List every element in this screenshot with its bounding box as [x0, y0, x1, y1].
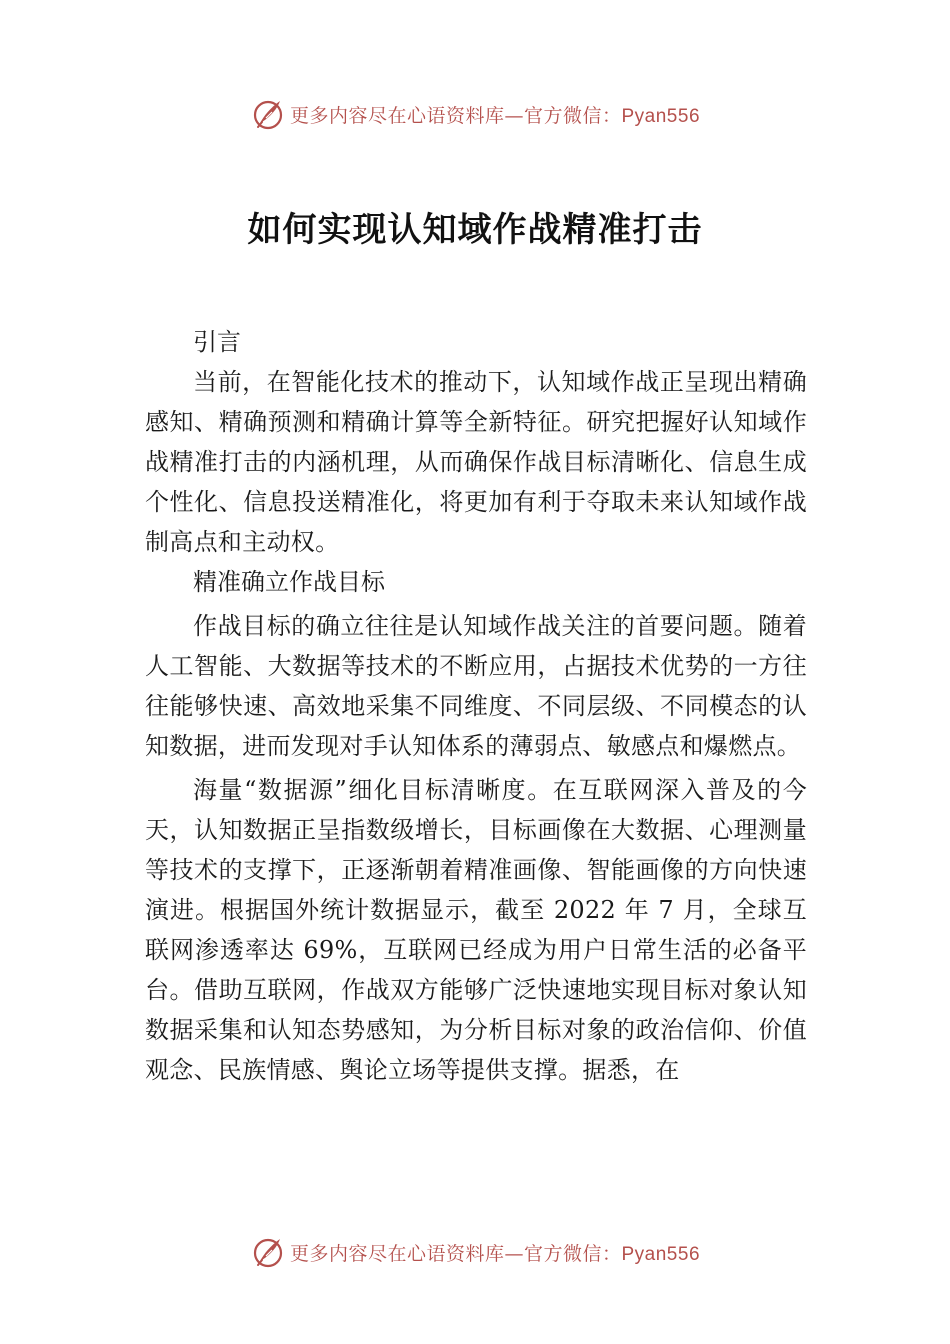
banner-label: 更多内容尽在心语资料库—官方微信：: [289, 1242, 622, 1265]
feather-pen-logo-icon: [250, 96, 286, 132]
document-title: 如何实现认知域作战精准打击: [247, 210, 703, 250]
paragraph-data-source: 海量“数据源”细化目标清晰度。在互联网深入普及的今天，认知数据正呈指数级增长，目标画像在大数据、心理测量等技术的支撑下，正逐渐朝着精准画像、智能画像的方向快速演进。根据国外统计数据显示，截至 2022 年 7 月，全球互联网渗透率达 69%，互联网已经成为用户日常生活的必备平台。借助互联网，作战双方能够广泛快速地实现目标对象认知数据采集和认知态势感知，为分析目标对象的政治信仰、价值观念、民族情感、舆论立场等提供支撑。据悉，在: [145, 776, 807, 1084]
header-banner: [0, 94, 950, 134]
feather-pen-logo-icon: [250, 1234, 286, 1270]
banner-handle: Pyan556: [621, 105, 701, 127]
banner-text: [290, 1239, 700, 1266]
document-body: [145, 322, 807, 1090]
paragraph-targets: 作战目标的确立往往是认知域作战关注的首要问题。随着人工智能、大数据等技术的不断应用，占据技术优势的一方往往能够快速、高效地采集不同维度、不同层级、不同模态的认知数据，进而发现对手认知体系的薄弱点、敏感点和爆燃点。: [145, 612, 807, 760]
footer-banner: [0, 1232, 950, 1272]
paragraph-intro: 当前，在智能化技术的推动下，认知域作战正呈现出精确感知、精确预测和精确计算等全新特征。研究把握好认知域作战精准打击的内涵机理，从而确保作战目标清晰化、信息生成个性化、信息投送精准化，将更加有利于夺取未来认知域作战制高点和主动权。: [145, 368, 807, 556]
section-heading-targets: 精准确立作战目标: [193, 568, 385, 596]
banner-text: [290, 101, 700, 128]
banner-label: 更多内容尽在心语资料库—官方微信：: [289, 104, 622, 127]
section-heading-intro: 引言: [193, 328, 241, 356]
banner-handle: Pyan556: [621, 1243, 701, 1265]
